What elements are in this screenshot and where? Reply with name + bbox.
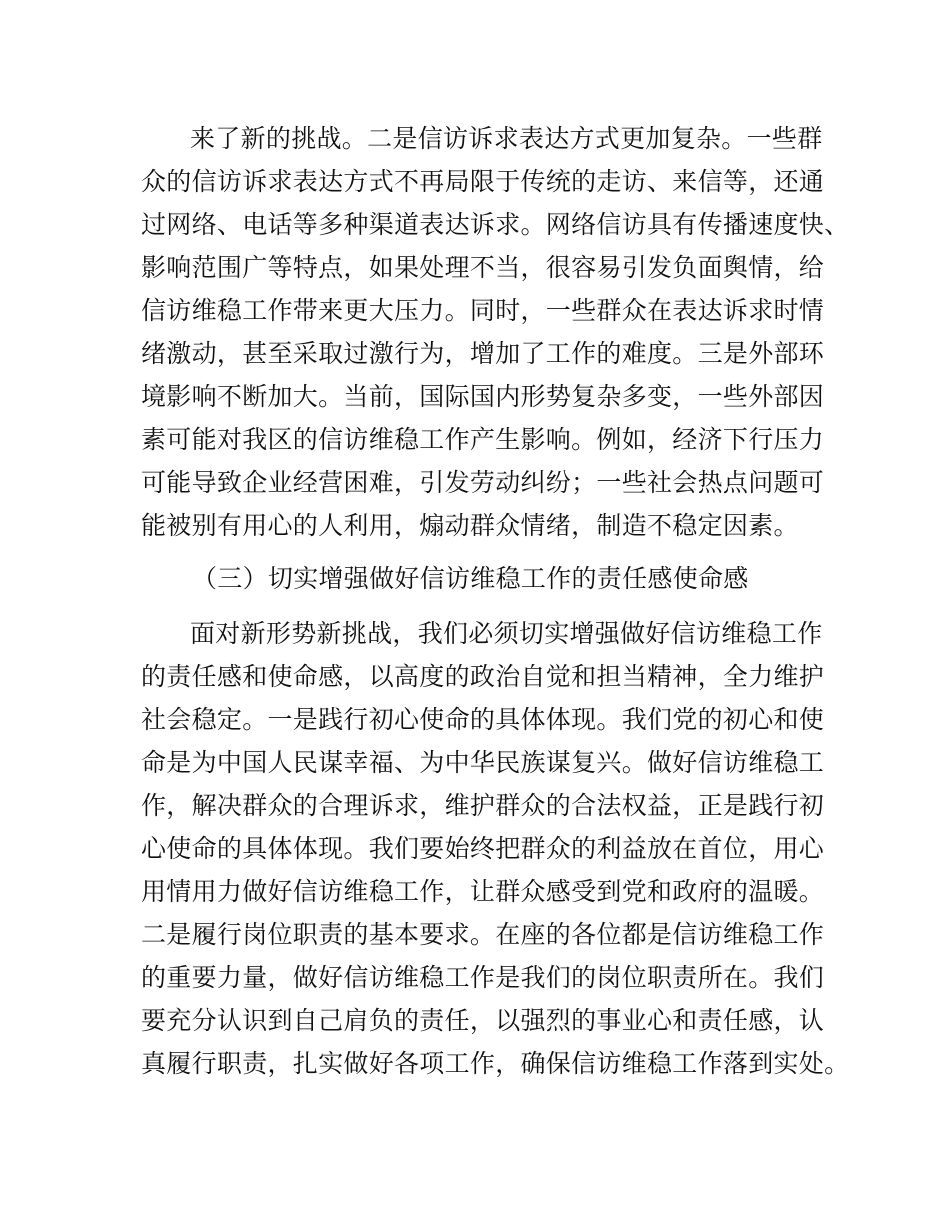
paragraph-2-line-9: 的重要力量，做好信访维稳工作是我们的岗位职责所在。我们 [141, 963, 825, 992]
paragraph-2-line-1: 面对新形势新挑战，我们必须切实增强做好信访维稳工作 [190, 619, 823, 648]
paragraph-1-line-3: 过网络、电话等多种渠道表达诉求。网络信访具有传播速度快、 [141, 210, 850, 239]
paragraph-1-line-5: 信访维稳工作带来更大压力。同时，一些群众在表达诉求时情 [141, 296, 825, 325]
paragraph-1-line-1: 来了新的挑战。二是信访诉求表达方式更加复杂。一些群 [190, 124, 823, 153]
paragraph-2-line-3: 社会稳定。一是践行初心使命的具体体现。我们党的初心和使 [141, 705, 825, 734]
paragraph-1-line-7: 境影响不断加大。当前，国际国内形势复杂多变，一些外部因 [141, 382, 825, 411]
paragraph-2-line-2: 的责任感和使命感，以高度的政治自觉和担当精神，全力维护 [141, 662, 825, 691]
section-heading: （三）切实增强做好信访维稳工作的责任感使命感 [192, 564, 749, 593]
paragraph-2-line-11: 真履行职责，扎实做好各项工作，确保信访维稳工作落到实处。 [141, 1049, 850, 1078]
paragraph-2-line-7: 用情用力做好信访维稳工作，让群众感受到党和政府的温暖。 [141, 877, 825, 906]
paragraph-1-line-10: 能被别有用心的人利用，煽动群众情绪，制造不稳定因素。 [141, 511, 799, 540]
paragraph-2-line-5: 作，解决群众的合理诉求，维护群众的合法权益，正是践行初 [141, 791, 825, 820]
paragraph-2-line-4: 命是为中国人民谋幸福、为中华民族谋复兴。做好信访维稳工 [141, 748, 825, 777]
paragraph-2-line-6: 心使命的具体体现。我们要始终把群众的利益放在首位，用心 [141, 834, 825, 863]
paragraph-2-line-8: 二是履行岗位职责的基本要求。在座的各位都是信访维稳工作 [141, 920, 825, 949]
paragraph-2-line-10: 要充分认识到自己肩负的责任，以强烈的事业心和责任感，认 [141, 1006, 825, 1035]
paragraph-1-line-4: 影响范围广等特点，如果处理不当，很容易引发负面舆情，给 [141, 253, 825, 282]
paragraph-1-line-8: 素可能对我区的信访维稳工作产生影响。例如，经济下行压力 [141, 425, 825, 454]
paragraph-1-line-9: 可能导致企业经营困难，引发劳动纠纷；一些社会热点问题可 [141, 468, 825, 497]
paragraph-1-line-2: 众的信访诉求表达方式不再局限于传统的走访、来信等，还通 [141, 167, 825, 196]
paragraph-1-line-6: 绪激动，甚至采取过激行为，增加了工作的难度。三是外部环 [141, 339, 825, 368]
